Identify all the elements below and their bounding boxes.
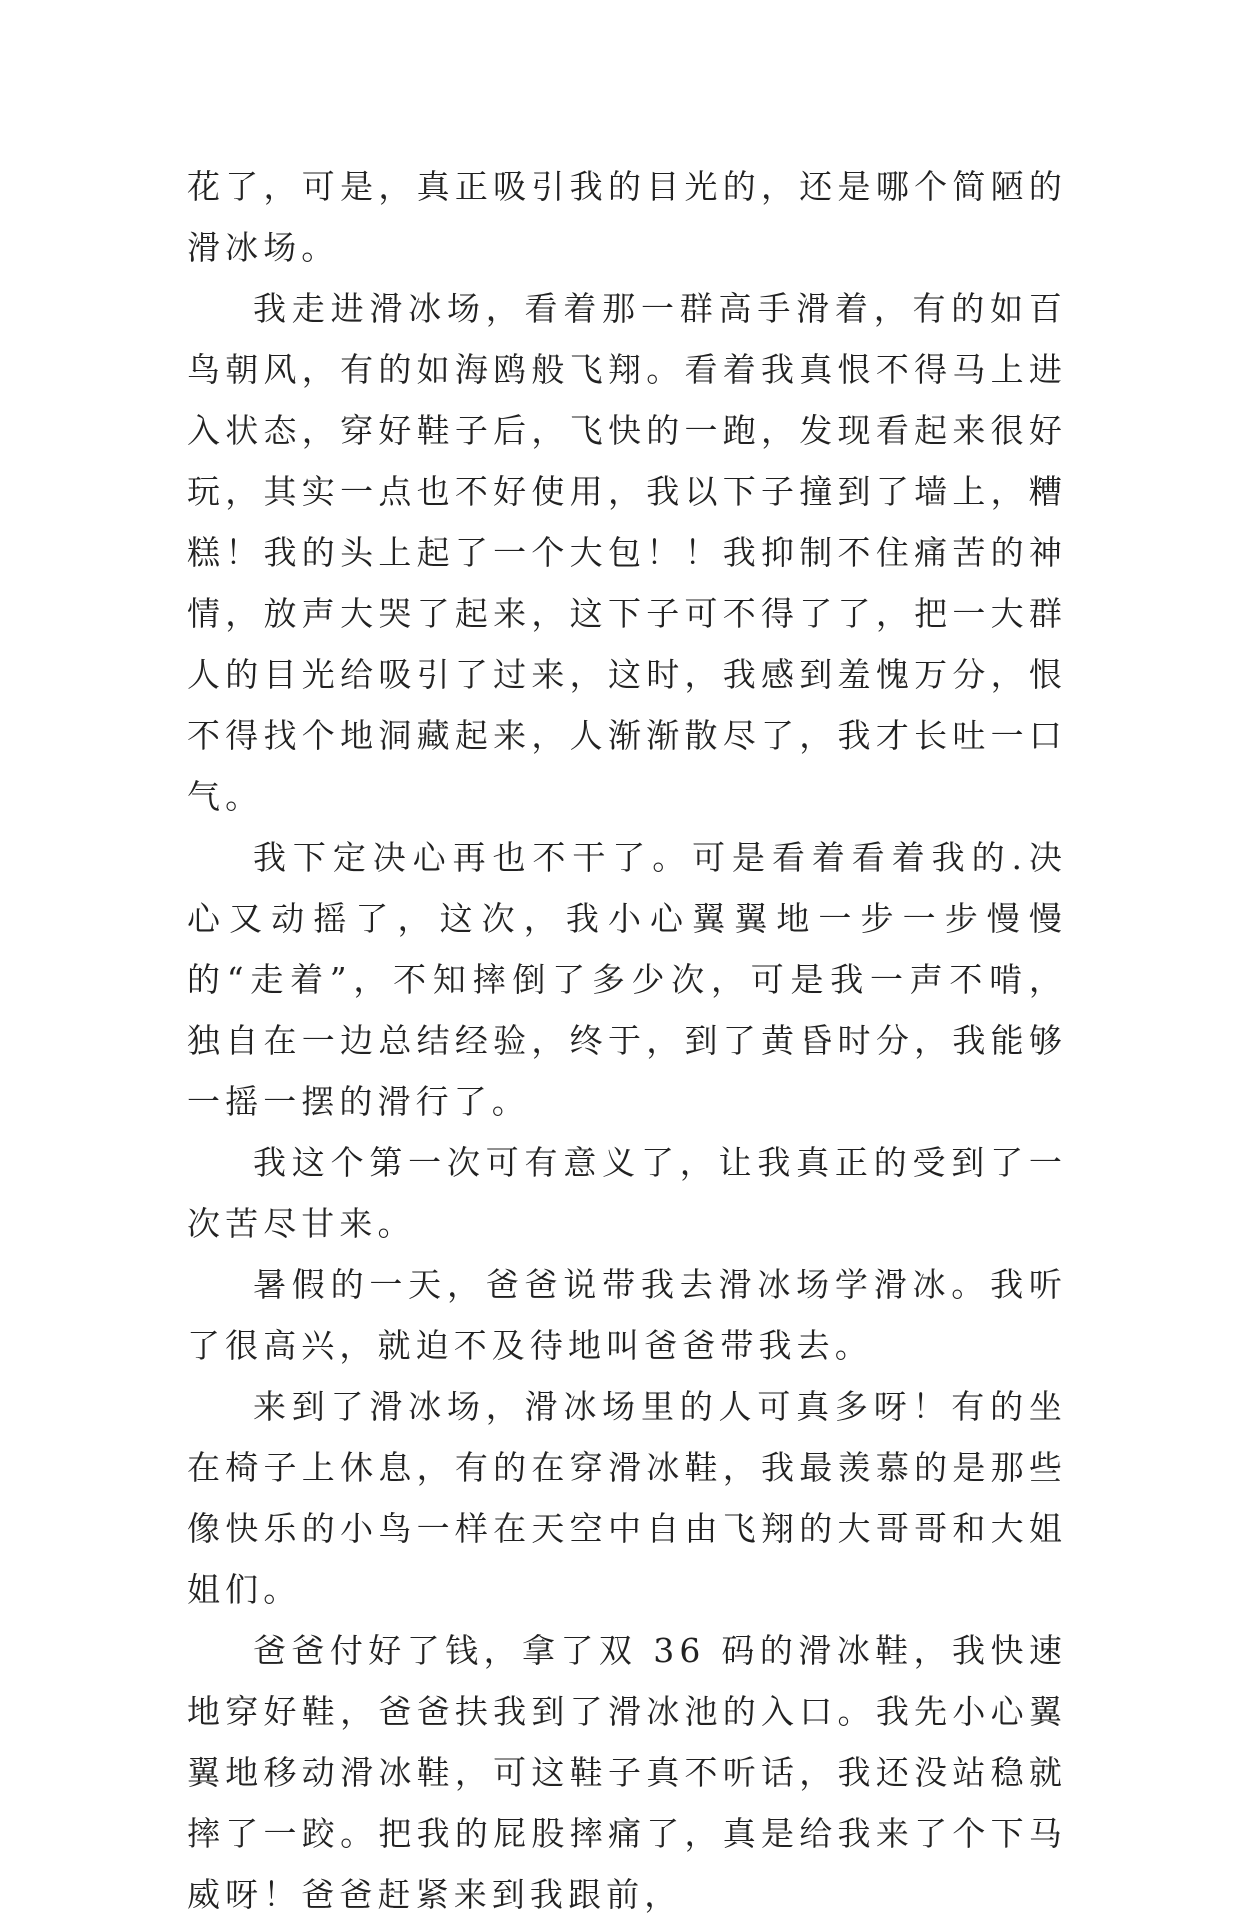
- paragraph-first-steps: 爸爸付好了钱，拿了双 36 码的滑冰鞋，我快速地穿好鞋，爸爸扶我到了滑冰池的入口。我先小心翼翼地移动滑冰鞋，可这鞋子真不听话，我还没站稳就摔了一跤。把我的屁股摔痛了，真是给我来了个下马威呀！爸爸赶紧来到我跟前，: [187, 1631, 1067, 1914]
- paragraph-arrival: 来到了滑冰场，滑冰场里的人可真多呀！有的坐在椅子上休息，有的在穿滑冰鞋，我最羡慕的是那些像快乐的小鸟一样在天空中自由飞翔的大哥哥和大姐姐们。: [187, 1387, 1067, 1609]
- paragraph-skating-rink-fall: 我走进滑冰场，看着那一群高手滑着，有的如百鸟朝风，有的如海鸥般飞翔。看着我真恨不得马上进入状态，穿好鞋子后，飞快的一跑，发现看起来很好玩，其实一点也不好使用，我以下子撞到了墙上，糟糕！我的头上起了一个大包！！我抑制不住痛苦的神情，放声大哭了起来，这下子可不得了了，把一大群人的目光给吸引了过来，这时，我感到羞愧万分，恨不得找个地洞藏起来，人渐渐散尽了，我才长吐一口气。: [187, 289, 1067, 816]
- paragraph-continued: 花了，可是，真正吸引我的目光的，还是哪个简陋的滑冰场。: [187, 167, 1067, 267]
- essay-body: [187, 156, 1067, 1925]
- paragraph-meaning: 我这个第一次可有意义了，让我真正的受到了一次苦尽甘来。: [187, 1143, 1067, 1243]
- paragraph-practice: 我下定决心再也不干了。可是看着看着我的.决心又动摇了，这次，我小心翼翼地一步一步慢慢的“走着”，不知摔倒了多少次，可是我一声不啃，独自在一边总结经验，终于，到了黄昏时分，我能够一摇一摆的滑行了。: [187, 838, 1067, 1121]
- paragraph-summer-day: 暑假的一天，爸爸说带我去滑冰场学滑冰。我听了很高兴，就迫不及待地叫爸爸带我去。: [187, 1265, 1067, 1365]
